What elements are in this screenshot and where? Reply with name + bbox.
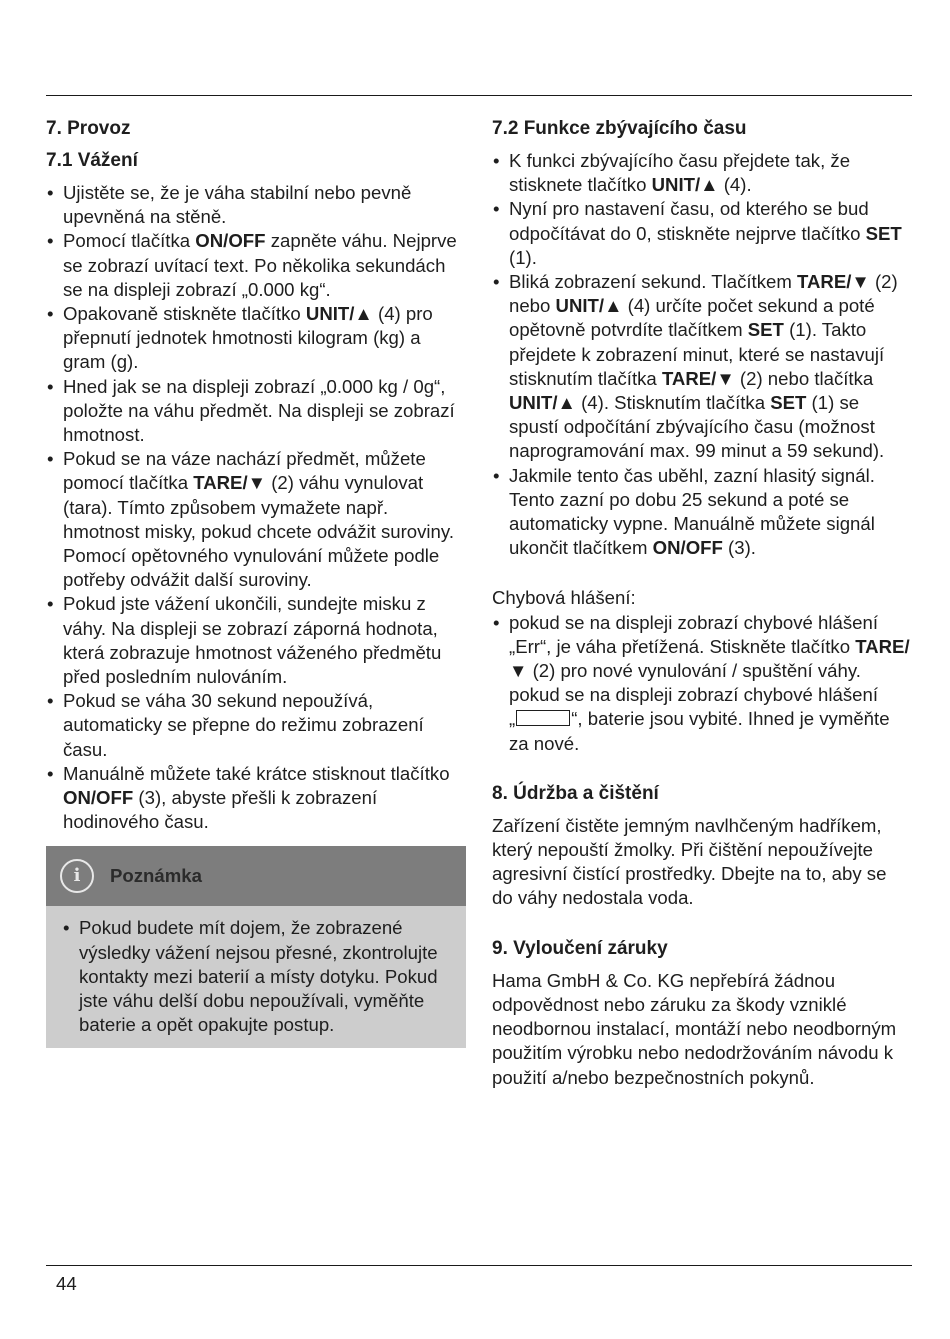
key-name: UNIT/▲	[651, 174, 719, 196]
heading-provoz: 7. Provoz	[46, 118, 131, 139]
key-name: UNIT/▲	[305, 303, 373, 325]
note-title: Poznámka	[110, 865, 202, 887]
heading-vazeni: 7.1 Vážení	[46, 150, 138, 171]
key-name: ON/OFF	[652, 537, 723, 559]
list-item	[492, 197, 912, 270]
zaruka-text: Hama GmbH & Co. KG nepřebírá žádnou odpovědnost nebo záruku za škody vzniklé neodbornou instalací, montáží nebo neodborným použitím výrobku nebo nedodržováním návodu k použití a/nebo bezpečnostních pokynů.	[492, 969, 897, 1088]
error-key: TARE/▼	[509, 635, 910, 682]
item-text: (2) váhu vynulovat (tara). Tímto způsobem vymažete např. hmotnost misky, pokud chcete odvážit suroviny. Pomocí opětovného vynulování můžete podle potřeby odvážit další suroviny.	[63, 472, 454, 591]
item-text: Nyní pro nastavení času, od kterého se bud odpočítávat do 0, stiskněte nejprve tlačítko	[509, 198, 869, 244]
key-name: TARE/▼	[661, 367, 735, 389]
key-name: UNIT/▲	[509, 392, 576, 414]
key-name: SET	[747, 319, 784, 341]
battery-empty-icon	[516, 710, 570, 726]
key-name: TARE/▼	[797, 271, 870, 293]
udrzba-text: Zařízení čistěte jemným navlhčeným hadříkem, který nepouští žmolky. Při čištění nepoužívejte agresivní čistící prostředky. Dbejte na to, aby se do váhy nedostala voda.	[492, 814, 887, 909]
info-icon: i	[60, 859, 94, 893]
item-text: (4).	[718, 174, 752, 196]
item-text: Pokud se váha 30 sekund nepoužívá, automaticky se přepne do režimu zobrazení času.	[63, 690, 424, 760]
error-text-pre: pokud se na displeji zobrazí chybové hlášení „Err“, je váha přetížená. Stiskněte tlačítko	[509, 611, 879, 657]
item-text: (4) určíte počet sekund a poté opětovně potvrdíte tlačítkem	[509, 295, 875, 341]
zbyvajici-cas-list	[492, 149, 912, 560]
battery-quote-open: „	[509, 708, 516, 730]
item-text: (1).	[509, 246, 537, 268]
page-number: 44	[56, 1273, 77, 1294]
battery-text: “, baterie jsou vybité. Ihned je vyměňte za nové.	[509, 708, 890, 754]
list-item	[46, 181, 466, 229]
note-item: • Pokud budete mít dojem, že zobrazené výsledky vážení nejsou přesné, zkontrolujte kontakty mezi baterií a místy dotyku. Pokud jste váhu delší dobu nepoužívali, vyměňte baterie a opět opakujte postup.	[62, 916, 452, 1037]
item-text: (2) nebo	[509, 271, 898, 317]
list-item	[46, 689, 466, 762]
list-item	[46, 447, 466, 592]
left-column	[46, 117, 466, 1048]
list-item	[46, 762, 466, 835]
list-item	[46, 592, 466, 689]
item-text: Pokud jste vážení ukončili, sundejte misku z váhy. Na displeji se zobrazí záporná hodnota, která zobrazuje hmotnost váženého předmětu před posledním nulováním.	[63, 593, 442, 688]
key-name: SET	[865, 222, 902, 244]
top-rule	[46, 95, 912, 96]
list-item	[46, 229, 466, 302]
item-text: Opakovaně stiskněte tlačítko	[63, 303, 306, 325]
vazeni-list	[46, 181, 466, 834]
note-header	[46, 846, 466, 906]
heading-zbyvajici-cas: 7.2 Funkce zbývajícího času	[492, 118, 747, 139]
item-text: Pokud se na váze nachází předmět, můžete pomocí tlačítka	[63, 448, 426, 494]
item-text: (1). Takto přejdete k zobrazení minut, které se nastavují stisknutím tlačítka	[509, 319, 885, 389]
item-text: Bliká zobrazení sekund. Tlačítkem	[509, 271, 797, 293]
right-column	[492, 117, 912, 1090]
item-text: Hned jak se na displeji zobrazí „0.000 kg / 0g“, položte na váhu předmět. Na displeji se zobrazí hmotnost.	[63, 375, 455, 446]
key-name: UNIT/▲	[555, 295, 623, 317]
item-text: (3).	[722, 537, 756, 559]
item-text: zapněte váhu. Nejprve se zobrazí uvítací text. Po několika sekundách se na displeji zobrazí „0.000 kg“.	[63, 230, 457, 300]
item-text: (3), abyste přešli k zobrazení hodinového času.	[63, 787, 378, 833]
bottom-rule	[46, 1265, 912, 1266]
key-name: SET	[770, 392, 807, 414]
item-text: K funkci zbývajícího času přejdete tak, že stisknete tlačítko	[509, 150, 851, 196]
item-text: (4). Stisknutím tlačítka	[575, 392, 771, 414]
list-item	[46, 302, 466, 375]
error-text-post: (2) pro nové vynulování / spuštění váhy. pokud se na displeji zobrazí chybové hlášení	[509, 660, 879, 706]
item-text: (4) pro přepnutí jednotek hmotnosti kilogram (kg) a gram (g).	[63, 303, 433, 373]
item-text: Ujistěte se, že je váha stabilní nebo pevně upevněná na stěně.	[63, 182, 412, 228]
item-text: Jakmile tento čas uběhl, zazní hlasitý signál. Tento zazní po dobu 25 sekund a poté se automaticky vypne. Manuálně můžete signál ukončit tlačítkem	[509, 464, 875, 559]
item-text: (2) nebo tlačítka	[734, 367, 874, 389]
key-name: ON/OFF	[195, 230, 266, 252]
heading-udrzba: 8. Údržba a čištění	[492, 782, 659, 804]
key-name: TARE/▼	[193, 472, 267, 494]
error-label: Chybová hlášení:	[492, 587, 636, 609]
note-body	[46, 906, 466, 1047]
item-text: Pomocí tlačítka	[63, 230, 196, 252]
item-text: (1) se spustí odpočítání zbývajícího času (možnost naprogramování max. 99 minut a 59 sekund).	[509, 392, 885, 462]
item-text: Manuálně můžete také krátce stisknout tlačítko	[63, 762, 450, 784]
error-item	[492, 611, 912, 756]
list-item	[46, 375, 466, 448]
list-item	[492, 270, 912, 464]
key-name: ON/OFF	[63, 787, 134, 809]
list-item	[492, 149, 912, 197]
heading-zaruka: 9. Vyloučení záruky	[492, 937, 668, 959]
list-item	[492, 464, 912, 561]
